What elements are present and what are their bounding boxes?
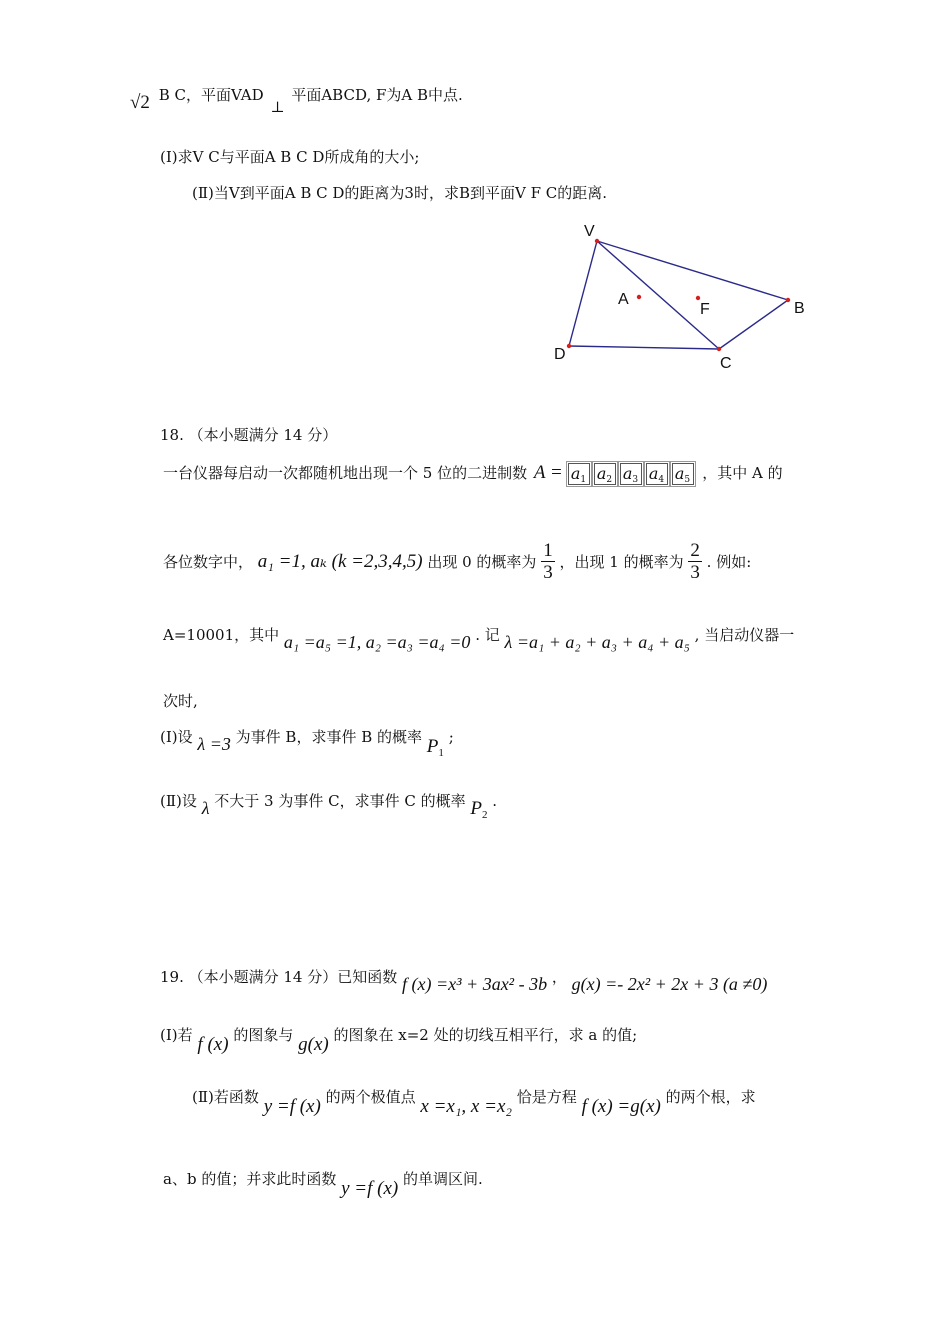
p18-line3-text: A=10001，其中	[163, 626, 280, 644]
label-C: C	[720, 355, 732, 372]
p18-line2-prob1: ，出现 1 的概率为	[559, 553, 684, 571]
p19-q2-line2-tail: 的单调区间.	[403, 1170, 483, 1188]
p18-heading: 18. （本小题满分 14 分）	[160, 426, 338, 444]
p18-q2-end: .	[492, 792, 498, 810]
p19-q2-line2-text: a、b 的值；并求此时函数	[163, 1170, 337, 1188]
p19-heading-line	[160, 966, 768, 994]
lambda-symbol: λ	[201, 798, 210, 818]
p17-intro-text-2: 平面ABCD, F为A B中点.	[291, 86, 463, 104]
p19-q2-label: (Ⅱ)若函数	[192, 1088, 259, 1106]
p18-line-3	[163, 624, 795, 652]
p19-q2-text-2: 恰是方程	[516, 1088, 577, 1106]
p17-intro-text: B C，平面VAD	[158, 86, 264, 104]
p19-q2-text-3: 的两个根，求	[665, 1088, 756, 1106]
p19-separator: ，	[551, 968, 567, 986]
p18-q2-label: (Ⅱ)设	[160, 792, 197, 810]
p18-line3-tail: , 当启动仪器一	[694, 626, 795, 644]
prob-P1: $P_1$	[426, 736, 444, 759]
p18-line-1	[163, 462, 783, 485]
label-D: D	[554, 346, 566, 363]
digit-box: $a_4$	[646, 463, 668, 485]
point-A	[637, 295, 641, 299]
lambda-equals-3: λ =3	[197, 734, 231, 754]
f-definition: f (x) =x³ + 3ax² - 3b	[402, 974, 548, 994]
p18-line2-example: . 例如:	[706, 553, 752, 571]
f-of-x: f (x)	[197, 1034, 229, 1055]
p18-q2-text: 不大于 3 为事件 C，求事件 C 的概率	[214, 792, 466, 810]
p18-line-4: 次时,	[163, 692, 198, 710]
p17-question-1: (Ⅰ)求V C与平面A B C D所成角的大小;	[160, 148, 420, 166]
digit-box: $a_5$	[672, 463, 694, 485]
p18-q1-text: 为事件 B，求事件 B 的概率	[235, 728, 423, 746]
label-A: A	[618, 291, 629, 308]
prob-P2: $P_2$	[470, 798, 488, 821]
p18-question-1	[160, 726, 454, 759]
label-B: B	[794, 300, 805, 317]
digit-box: $a_1$	[568, 463, 590, 485]
p19-q1-label: (Ⅰ)若	[160, 1026, 193, 1044]
p18-line2-text: 各位数字中，	[163, 553, 254, 571]
y-equals-fx: y =f (x)	[263, 1096, 321, 1117]
y-equals-fx-2: y =f (x)	[341, 1178, 399, 1199]
edge-DC	[569, 346, 719, 349]
label-F: F	[700, 301, 710, 318]
digit-box: $a_2$	[594, 463, 616, 485]
edge-VD	[569, 241, 597, 346]
extreme-points: x =x₁, x =x₂	[420, 1096, 512, 1117]
fraction-one-third: $\frac{1}{3}$	[543, 540, 553, 583]
point-C	[717, 347, 721, 351]
p18-q1-end: ;	[448, 728, 454, 746]
pyramid-figure	[540, 218, 830, 378]
point-V	[595, 239, 599, 243]
digit-box: $a_3$	[620, 463, 642, 485]
p18-q1-label: (Ⅰ)设	[160, 728, 193, 746]
fraction-two-thirds: $\frac{2}{3}$	[690, 540, 700, 583]
point-B	[786, 298, 790, 302]
p17-question-2: (Ⅱ)当V到平面A B C D的距离为3时，求B到平面V F C的距离.	[192, 184, 607, 202]
p18-question-2	[160, 790, 498, 821]
point-D	[567, 344, 571, 348]
edge-CB	[719, 300, 788, 349]
p18-line3-ji: . 记	[475, 626, 500, 644]
p17-intro-line	[130, 84, 463, 116]
p18-line1-tail: ，其中 A 的	[702, 464, 783, 482]
p18-line-2	[163, 540, 751, 583]
edge-VC	[597, 241, 719, 349]
p19-q1-text-1: 的图象与	[233, 1026, 294, 1044]
f-equals-g: f (x) =g(x)	[581, 1096, 661, 1117]
p19-q1-text-2: 的图象在 x=2 处的切线互相平行，求 a 的值;	[333, 1026, 638, 1044]
p19-question-2-line-2	[163, 1168, 483, 1199]
A-equals: A =	[533, 462, 563, 483]
p18-line2-prob0: 出现 0 的概率为	[427, 553, 537, 571]
p18-a1-condition: a₁ =1, aₖ (k =2,3,4,5)	[257, 551, 423, 572]
lambda-definition: λ =a₁ + a₂ + a₃ + a₄ + a₅	[504, 632, 690, 652]
p18-example-values: a₁ =a₅ =1, a₂ =a₃ =a₄ =0	[283, 632, 471, 652]
p19-question-1	[160, 1024, 638, 1055]
g-of-x: g(x)	[298, 1034, 329, 1055]
p19-question-2	[192, 1086, 756, 1117]
sqrt-two: √2	[130, 92, 150, 113]
label-V: V	[584, 223, 595, 240]
p19-q2-text-1: 的两个极值点	[325, 1088, 416, 1106]
point-F	[696, 296, 700, 300]
p19-heading: 19. （本小题满分 14 分）已知函数	[160, 968, 398, 986]
p18-line1-text: 一台仪器每启动一次都随机地出现一个 5 位的二进制数	[163, 464, 528, 482]
g-definition: g(x) =- 2x² + 2x + 3 (a ≠0)	[571, 974, 768, 994]
binary-boxes	[568, 463, 698, 485]
perp-symbol: ⊥	[270, 98, 285, 116]
